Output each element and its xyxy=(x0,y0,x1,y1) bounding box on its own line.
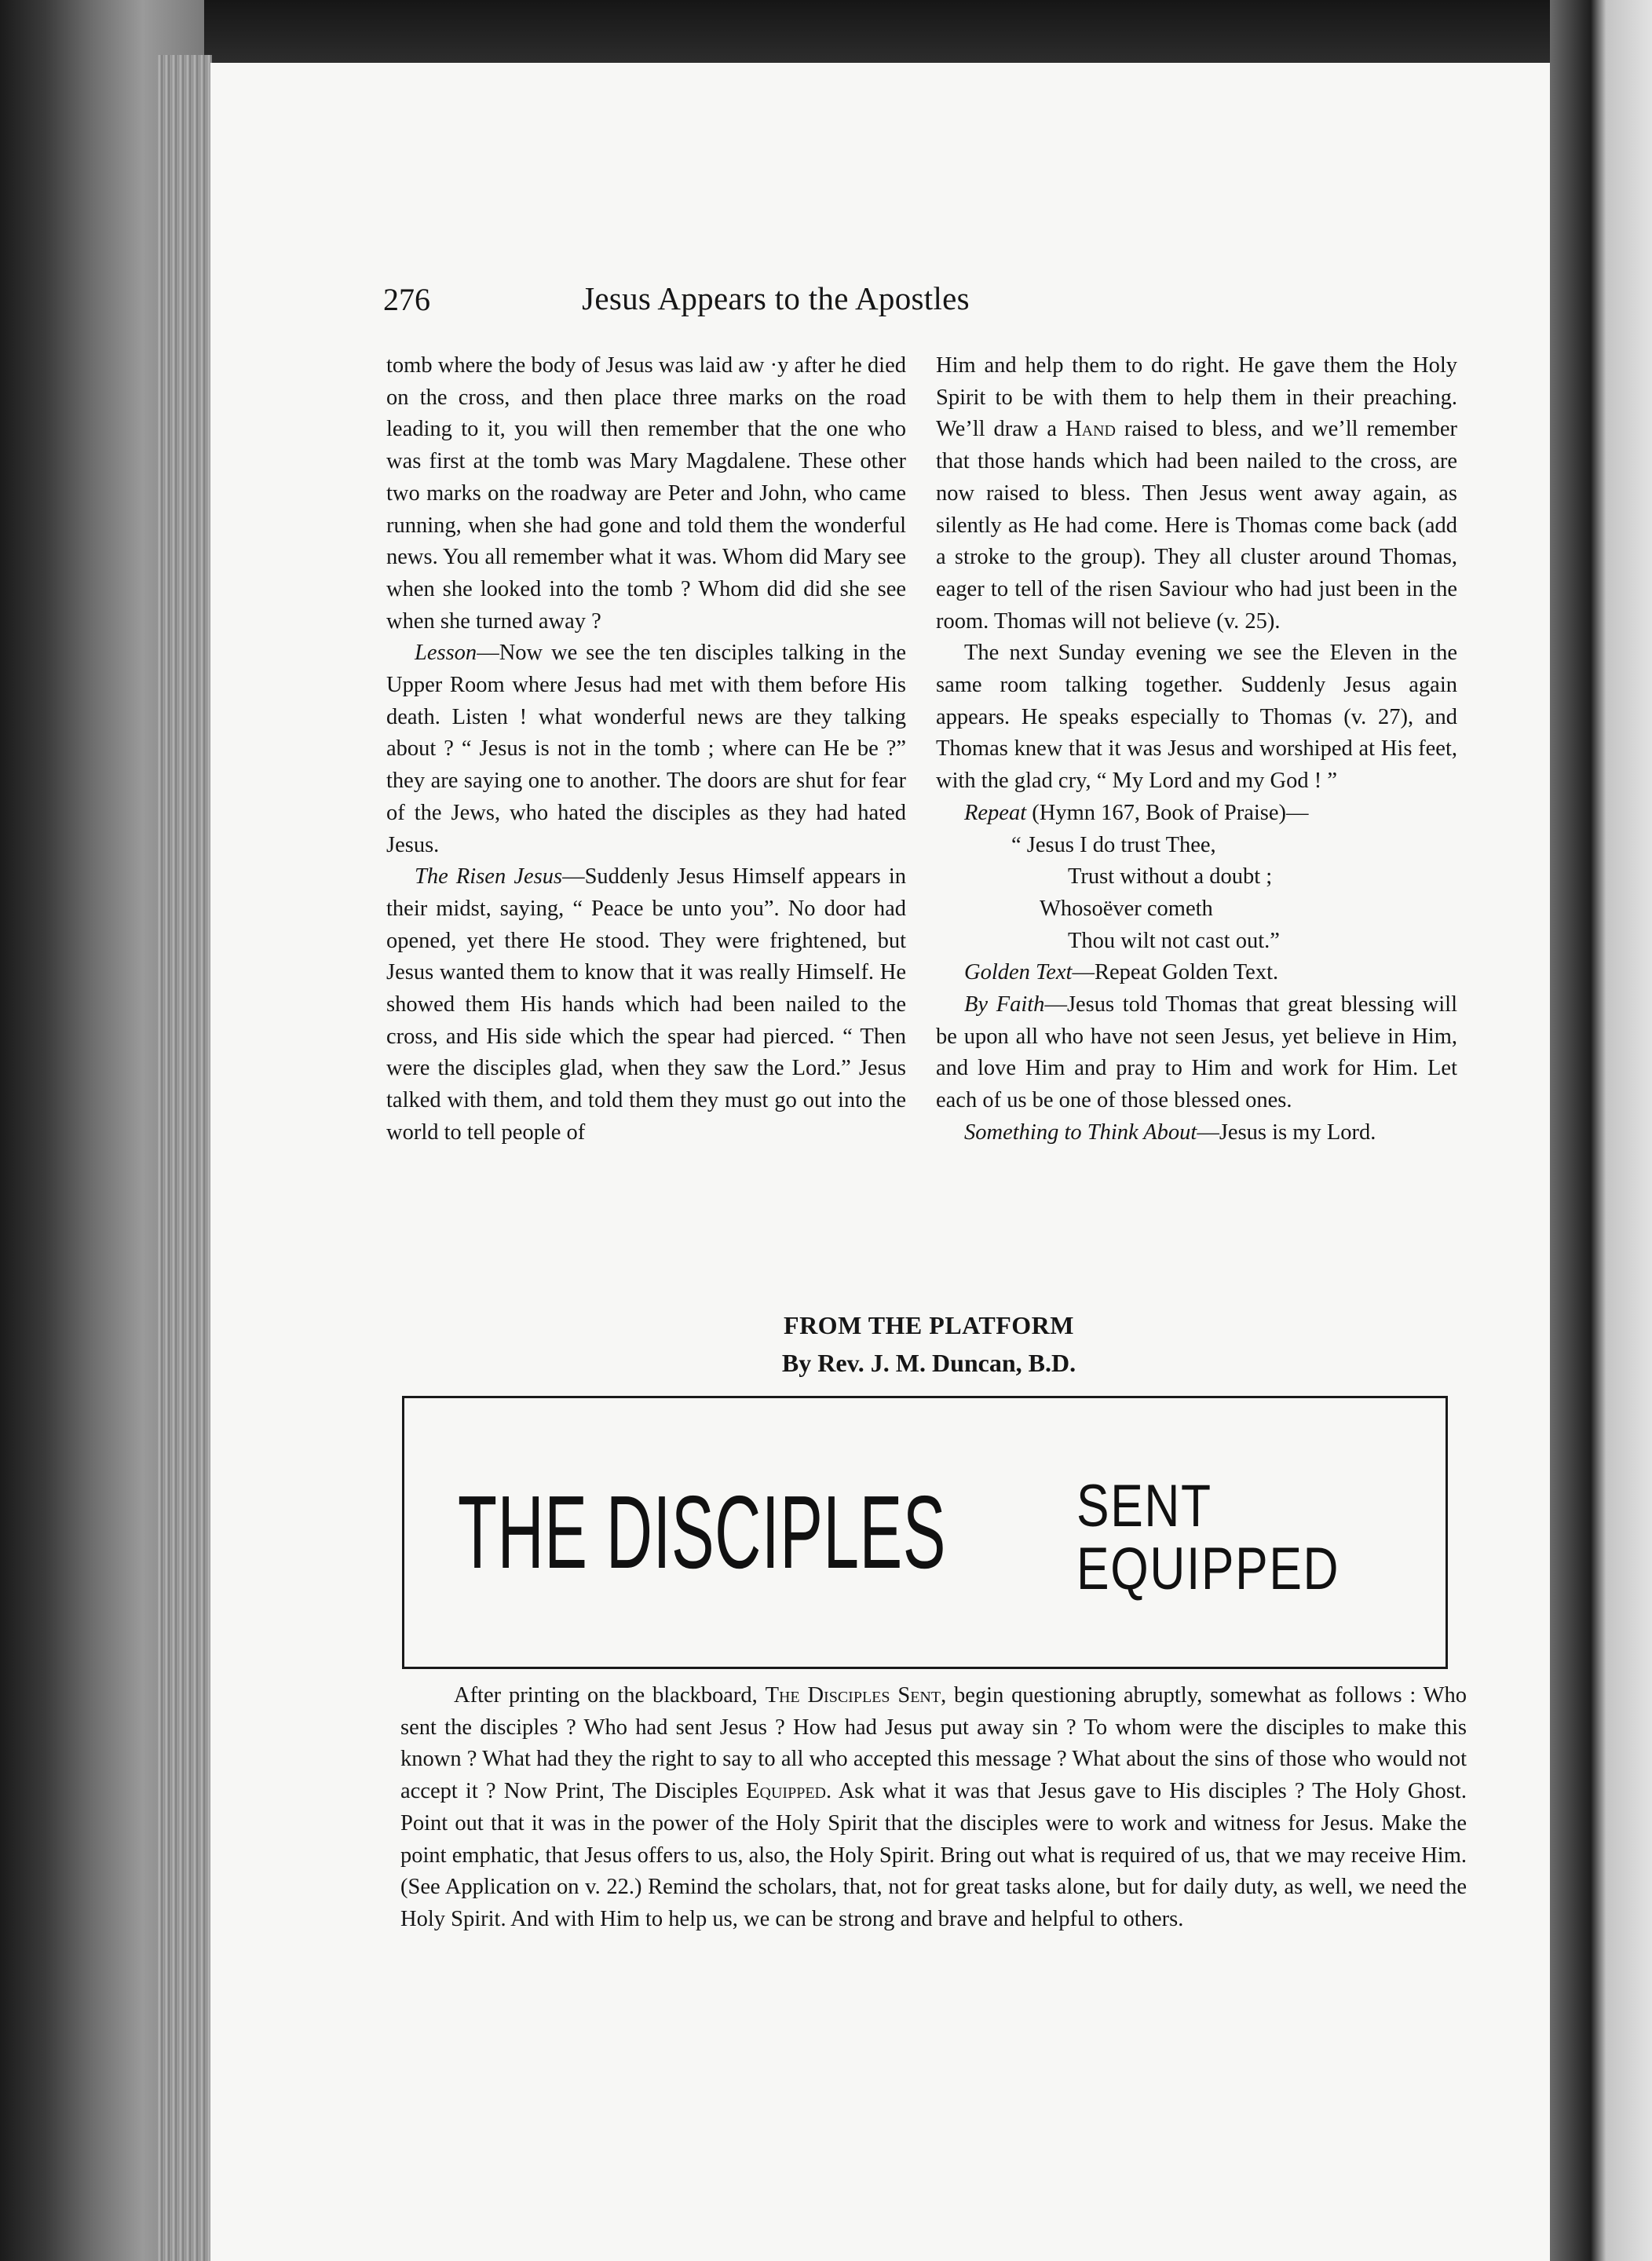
paragraph-text: raised to bless, and we’ll remember that those hands which had been nailed to the cross, are now raised to bless. Then Jesus went away again, as silently as He had come. Here is Thomas come back (add a stroke to the group). They all cluster around Thomas, eager to tell of the risen Saviour who had just been in the room. Thomas will not believe (v. 25). xyxy=(936,417,1457,634)
verse-line: Whosoëver cometh xyxy=(1040,896,1213,921)
lead-in: Golden Text xyxy=(964,960,1073,985)
page-number: 276 xyxy=(383,282,430,317)
lead-in: Repeat xyxy=(964,800,1027,825)
small-caps-word: Equipped xyxy=(746,1779,826,1804)
running-title: Jesus Appears to the Apostles xyxy=(582,280,970,316)
scan-background-top xyxy=(0,0,1652,63)
paragraph xyxy=(936,350,1457,637)
verse-line: Trust without a doubt ; xyxy=(1068,864,1273,889)
paragraph-text: (Hymn 167, Book of Praise)— xyxy=(1026,800,1309,825)
lead-in: By Faith xyxy=(964,992,1045,1017)
verse-line: “ Jesus I do trust Thee, xyxy=(1011,832,1216,857)
section-byline: By Rev. J. M. Duncan, B.D. xyxy=(781,1349,1076,1377)
page-header xyxy=(383,281,1168,328)
blackboard-equipped-text: EQUIPPED xyxy=(1076,1536,1340,1602)
paragraph-text: , begin questioning abruptly, somewhat as follows : Who sent the disciples ? Who had sent Jesus ? How had Jesus put away sin ? To whom were the disciples to make this known ? What had they the right to say to all who accepted this message ? What about the sins of those who would not accept it ? Now Print, The Disciples xyxy=(400,1683,1467,1804)
paragraph-text: Him and help them to do right. He gave them the Holy Spirit to be with them to help them in their preaching. We’ll draw a xyxy=(936,353,1457,442)
binding-shadow-right xyxy=(1550,0,1652,2261)
paragraph xyxy=(400,1680,1467,1936)
lead-in: Something to Think About xyxy=(964,1120,1197,1145)
section-title: FROM THE PLATFORM xyxy=(784,1311,1074,1339)
paragraph-text: —Jesus is my Lord. xyxy=(1197,1120,1376,1145)
paragraph-text: —Repeat Golden Text. xyxy=(1072,960,1279,985)
hymn-verse xyxy=(936,830,1457,958)
lead-in: Lesson xyxy=(415,641,477,666)
paragraph-text: . Ask what it was that Jesus gave to His disciples ? The Holy Ghost. Point out that it was in the power of the Holy Spirit that the disciples were to work and witness for Jesus. Make the point emphatic, that Jesus offers to us, also, the Holy Spirit. Bring out what is required of us, that we may receive Him. (See Application on v. 22.) Remind the scholars, that, not for great tasks alone, but for daily duty, as well, we need the Holy Spirit. And with Him to help us, we can be strong and brave and helpful to others. xyxy=(400,1779,1467,1931)
paragraph-something-to-think-about xyxy=(936,1117,1457,1149)
verse-line: Thou wilt not cast out.” xyxy=(1068,928,1280,953)
paragraph-text: —Jesus told Thomas that great blessing will be upon all who have not seen Jesus, yet believe in Him, and love Him and pray to Him and work for Him. Let each of us be one of those blessed ones. xyxy=(936,992,1457,1113)
paragraph-lesson xyxy=(386,637,906,861)
right-column xyxy=(936,350,1457,1149)
paragraph-golden-text xyxy=(936,957,1457,989)
paragraph-risen-jesus xyxy=(386,861,906,1149)
blackboard-illustration xyxy=(402,1396,1448,1669)
book-page-edges xyxy=(157,55,212,2261)
paragraph-text: —Suddenly Jesus Himself appears in their midst, saying, “ Peace be unto you”. No door had opened, yet there He stood. They were frightened, but Jesus wanted them to know that it was really Himself. He showed them His hands which had been nailed to the cross, and His side which the spear had pierced. “ Then were the disciples glad, when they saw the Lord.” Jesus talked with them, and told them they must go out into the world to tell people of xyxy=(386,864,906,1145)
paragraph: The next Sunday evening we see the Eleven in the same room talking together. Suddenly Jesus again appears. He speaks especially to Thomas (v. 27), and Thomas knew that it was Jesus and worshiped at His feet, with the glad cry, “ My Lord and my God ! ” xyxy=(936,641,1457,794)
paragraph-text: After printing on the blackboard, xyxy=(454,1683,766,1708)
paragraph-repeat xyxy=(936,798,1457,830)
paragraph-text: —Now we see the ten disciples talking in the Upper Room where Jesus had met with them before His death. Listen ! what wonderful news are they talking about ? “ Jesus is not in the tomb ; where can He be ?” they are saying one to another. The doors are shut for fear of the Jews, who hated the disciples as they had hated Jesus. xyxy=(386,641,906,857)
small-caps-word: Hand xyxy=(1065,417,1116,442)
paragraph-by-faith xyxy=(936,989,1457,1117)
paragraph: tomb where the body of Jesus was laid aw ·y after he died on the cross, and then place three marks on the road leading to it, you will then remember that the one who was first at the tomb was Mary Magdalene. These other two marks on the roadway are Peter and John, who came running, when she had gone and told them the wonderful news. You all remember what it was. Whom did Mary see when she looked into the tomb ? Whom did did she see when she turned away ? xyxy=(386,353,906,634)
small-caps-phrase: The Disciples Sent xyxy=(765,1683,941,1708)
blackboard-main-text: THE DISCIPLES xyxy=(458,1474,947,1590)
blackboard-sent-text: SENT xyxy=(1076,1473,1212,1540)
platform-body xyxy=(400,1680,1467,1936)
blackboard-inner xyxy=(404,1398,1446,1667)
lead-in: The Risen Jesus xyxy=(415,864,563,889)
left-column xyxy=(386,350,906,1149)
